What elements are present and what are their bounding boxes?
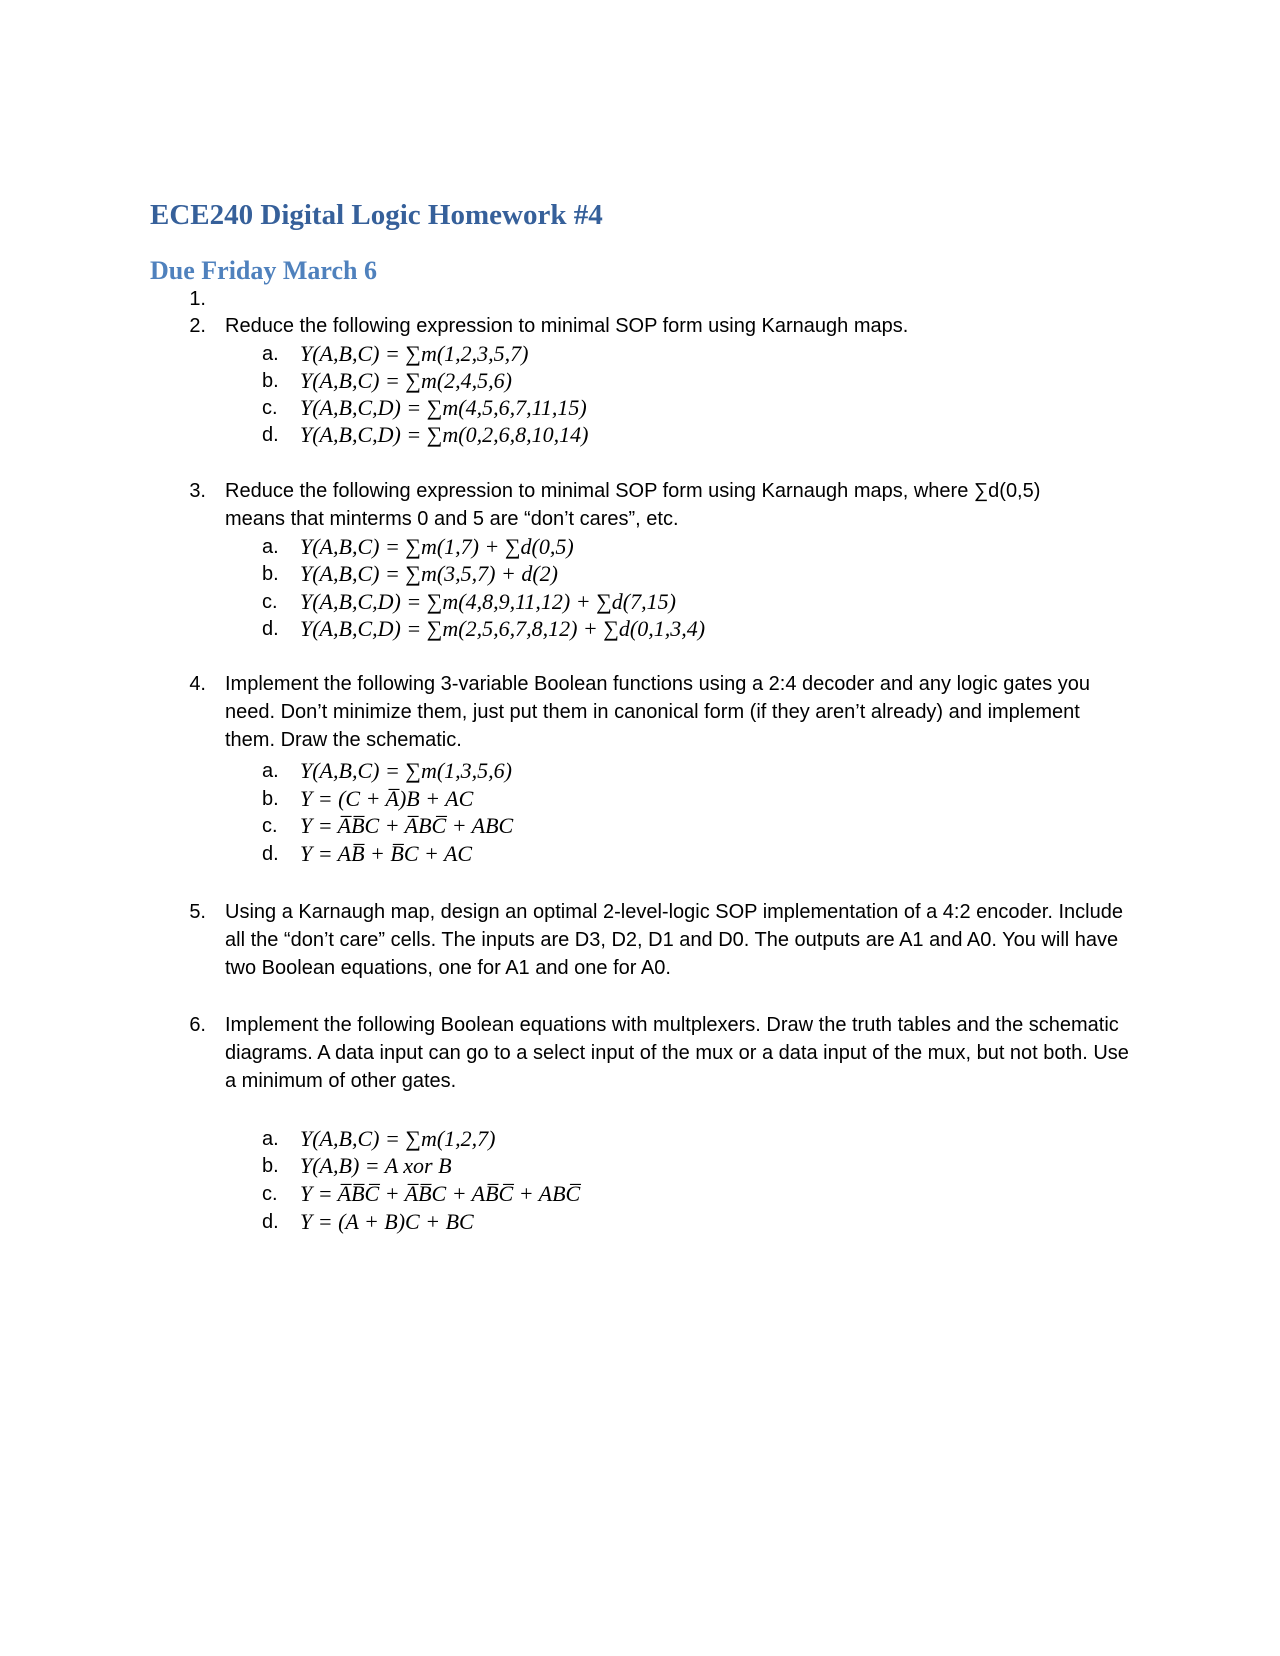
due-date-heading: Due Friday March 6 bbox=[150, 256, 377, 285]
question-text: Using a Karnaugh map, design an optimal 2-level-logic SOP implementation of a 4:2 encoder. Include all the “don’t care” cells. The inputs are D3, D2, D1 and D0. The outputs are A1 and A0. You will have two Boolean equations, one for A1 and one for A0. bbox=[225, 901, 1123, 979]
part-formula: Y(A,B,C,D) = ∑m(4,8,9,11,12) + ∑d(7,15) bbox=[300, 589, 676, 614]
part-formula: Y = A̅B̅C̅ + A̅B̅C + AB̅C̅ + ABC̅ bbox=[300, 1181, 581, 1206]
part-letter: b. bbox=[262, 370, 279, 392]
part-formula: Y = A̅B̅C + A̅BC̅ + ABC bbox=[300, 813, 514, 838]
question-text-line: Reduce the following expression to minimal SOP form using Karnaugh maps, where ∑d(0,5) bbox=[225, 480, 1041, 502]
part-letter: d. bbox=[262, 618, 279, 640]
part-letter: d. bbox=[262, 424, 279, 446]
part-letter: c. bbox=[262, 397, 278, 419]
part-letter: b. bbox=[262, 788, 279, 810]
part-formula: Y(A,B,C) = ∑m(3,5,7) + d(2) bbox=[300, 561, 559, 586]
part-formula: Y(A,B,C) = ∑m(1,2,7) bbox=[300, 1126, 496, 1151]
question-number: 6. bbox=[189, 1014, 206, 1036]
question-text: Implement the following Boolean equations with multplexers. Draw the truth tables and the schematic diagrams. A data input can go to a select input of the mux or a data input of the mux, but not both. Use a minimum of other gates. bbox=[225, 1014, 1129, 1092]
question-text-line: means that minterms 0 and 5 are “don’t cares”, etc. bbox=[225, 508, 679, 530]
part-formula: Y(A,B,C) = ∑m(1,7) + ∑d(0,5) bbox=[300, 534, 574, 559]
part-formula: Y(A,B,C) = ∑m(2,4,5,6) bbox=[300, 368, 513, 393]
part-formula: Y = AB̅ + B̅C + AC bbox=[300, 841, 473, 866]
part-formula: Y(A,B) = A xor B bbox=[300, 1153, 452, 1178]
part-letter: c. bbox=[262, 815, 278, 837]
question-text: Implement the following 3-variable Boolean functions using a 2:4 decoder and any logic gates you need. Don’t minimize them, just put them in canonical form (if they aren’t already) and implement them. Draw the schematic. bbox=[225, 673, 1090, 751]
part-letter: d. bbox=[262, 843, 279, 865]
part-letter: c. bbox=[262, 1183, 278, 1205]
part-letter: a. bbox=[262, 343, 279, 365]
part-letter: a. bbox=[262, 536, 279, 558]
question-number: 1. bbox=[189, 288, 206, 310]
question-text: Reduce the following expression to minimal SOP form using Karnaugh maps. bbox=[225, 315, 909, 337]
part-letter: b. bbox=[262, 563, 279, 585]
part-letter: b. bbox=[262, 1155, 279, 1177]
part-formula: Y = (A + B)C + BC bbox=[300, 1209, 474, 1234]
part-formula: Y(A,B,C,D) = ∑m(4,5,6,7,11,15) bbox=[300, 395, 587, 420]
question-number: 2. bbox=[189, 315, 206, 337]
page-title: ECE240 Digital Logic Homework #4 bbox=[150, 199, 603, 231]
part-formula: Y = (C + A̅)B + AC bbox=[300, 786, 474, 811]
part-formula: Y(A,B,C) = ∑m(1,3,5,6) bbox=[300, 758, 513, 783]
question-number: 4. bbox=[189, 673, 206, 695]
part-letter: a. bbox=[262, 1128, 279, 1150]
part-letter: d. bbox=[262, 1211, 279, 1233]
part-formula: Y(A,B,C,D) = ∑m(0,2,6,8,10,14) bbox=[300, 422, 589, 447]
part-formula: Y(A,B,C) = ∑m(1,2,3,5,7) bbox=[300, 341, 529, 366]
part-letter: c. bbox=[262, 591, 278, 613]
question-number: 5. bbox=[189, 901, 206, 923]
part-letter: a. bbox=[262, 760, 279, 782]
question-number: 3. bbox=[189, 480, 206, 502]
part-formula: Y(A,B,C,D) = ∑m(2,5,6,7,8,12) + ∑d(0,1,3,4) bbox=[300, 616, 706, 641]
